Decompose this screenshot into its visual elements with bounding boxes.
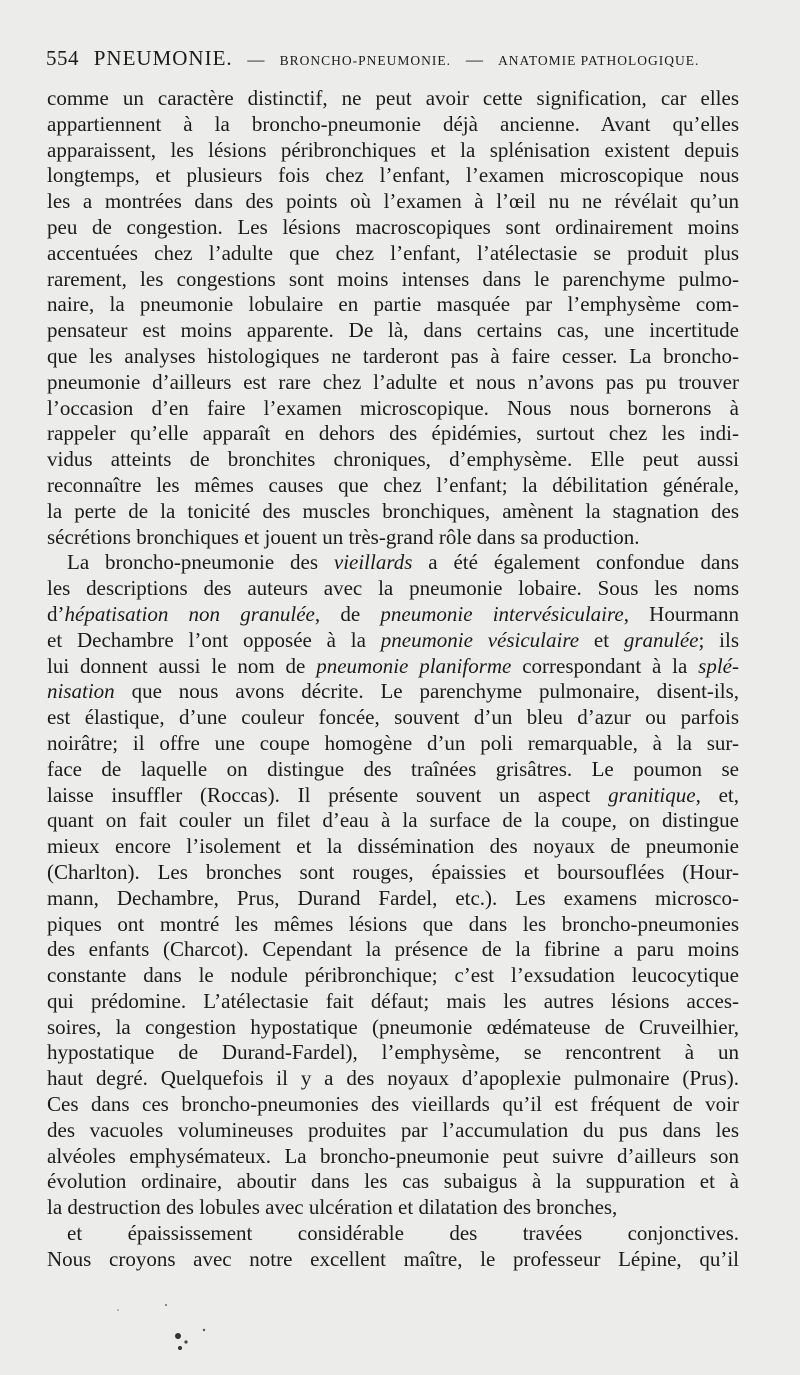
text-run: et épaississement considérable des travées conjonctives.	[67, 1221, 739, 1246]
text-run: l’occasion d’en faire l’examen microscopique. Nous nous bornerons à	[47, 395, 739, 420]
ink-speck	[117, 1309, 119, 1311]
italic-term: vieillards	[333, 550, 413, 575]
text-run: mann, Dechambre, Prus, Durand Fardel, etc.). Les examens microsco-	[47, 885, 739, 910]
text-run: pensateur est moins apparente. De là, dans certains cas, une incertitude	[47, 318, 739, 343]
text-run: noirâtre; il offre une coupe homogène d’un poli remarquable, à la sur-	[47, 730, 739, 755]
text-run: la destruction des lobules avec ulcération et dilatation des bronches,	[47, 1195, 618, 1220]
text-run: comme un caractère distinctif, ne peut avoir cette signification, car elles	[47, 86, 739, 110]
header-dash: —	[247, 50, 265, 69]
text-run: Ces dans ces broncho-pneumonies des vieillards qu’il est fréquent de voir	[47, 1092, 739, 1117]
text-run: haut degré. Quelquefois il y a des noyaux d’apoplexie pulmonaire (Prus).	[47, 1066, 739, 1091]
text-run: des vacuoles volumineuses produites par l’accumulation du pus dans les	[47, 1117, 739, 1142]
text-run: a été également confondue dans	[412, 550, 739, 575]
italic-term: granulée	[623, 627, 699, 652]
text-run: qui prédomine. L’atélectasie fait défaut; mais les autres lésions acces-	[47, 988, 739, 1013]
text-run: alvéoles emphysémateux. La broncho-pneumonie peut suivre d’ailleurs son	[47, 1143, 739, 1168]
text-run: pneumonie d’ailleurs est rare chez l’adulte et nous n’avons pas pu trouver	[47, 369, 739, 394]
text-run: rappeler qu’elle apparaît en dehors des épidémies, surtout chez les indi-	[47, 421, 739, 446]
text-run: sécrétions bronchiques et jouent un très-grand rôle dans sa production.	[47, 524, 640, 549]
page-number: 554	[46, 46, 79, 70]
text-run: les descriptions des auteurs avec la pneumonie lobaire. Sous les noms	[47, 576, 739, 601]
text-run: la perte de la tonicité des muscles bronchiques, amènent la stagnation des	[47, 498, 739, 523]
text-run: face de laquelle on distingue des traînées grisâtres. Le poumon se	[47, 756, 739, 781]
italic-term: hépatisation non granulée	[64, 601, 315, 626]
text-run: mieux encore l’isolement et la dissémination des noyaux de pneumonie	[47, 834, 739, 859]
text-run: les a montrées dans des points où l’examen à l’œil nu ne révélait qu’un	[47, 189, 739, 214]
text-run: La broncho-pneumonie des	[67, 550, 334, 575]
text-run: hypostatique de Durand-Fardel), l’emphysème, se rencontrent à un	[47, 1040, 739, 1065]
italic-term: nisation	[47, 679, 115, 704]
ink-speck	[203, 1329, 205, 1331]
italic-term: splé-	[698, 653, 739, 678]
text-run: vidus atteints de bronchites chroniques, d’emphysème. Elle peut aussi	[47, 447, 739, 472]
header-dash: —	[465, 50, 484, 69]
text-run: appartiennent à la broncho-pneumonie déjà ancienne. Avant qu’elles	[47, 111, 739, 136]
text-run: ; ils	[698, 627, 739, 652]
text-run: et	[579, 627, 624, 652]
text-run: rarement, les congestions sont moins intenses dans le parenchyme pulmo-	[47, 266, 739, 291]
text-run: soires, la congestion hypostatique (pneumonie œdémateuse de Cruveilhier,	[47, 1014, 739, 1039]
ink-speck	[184, 1340, 187, 1343]
text-run: (Charlton). Les bronches sont rouges, épaissies et boursouflées (Hour-	[47, 859, 739, 884]
text-run: , Hourmann	[623, 601, 739, 626]
italic-term: granitique	[608, 782, 696, 807]
text-run: , de	[314, 601, 381, 626]
italic-term: pneumonie planiforme	[316, 653, 512, 678]
chapter-title: PNEUMONIE.	[93, 46, 233, 70]
text-run: correspondant à la	[511, 653, 699, 678]
text-run: reconnaître les mêmes causes que chez l’enfant; la débilitation générale,	[47, 472, 739, 497]
text-run: accentuées chez l’adulte que chez l’enfant, l’atélectasie se produit plus	[47, 240, 739, 265]
text-run: lui donnent aussi le nom de	[47, 653, 317, 678]
text-run: que les analyses histologiques ne tarderont pas à faire cesser. La broncho-	[47, 343, 739, 368]
subsection-title: ANATOMIE PATHOLOGIQUE.	[498, 53, 700, 68]
text-run: constante dans le nodule péribronchique; c’est l’exsudation leucocytique	[47, 963, 739, 988]
italic-term: pneumonie intervésiculaire	[380, 601, 624, 626]
italic-term: pneumonie vésiculaire	[380, 627, 580, 652]
text-run: d’	[47, 601, 65, 626]
text-run: évolution ordinaire, aboutir dans les cas subaigus à la suppuration et à	[47, 1169, 739, 1194]
ink-speck	[175, 1333, 181, 1339]
text-run: naire, la pneumonie lobulaire en partie masquée par l’emphysème com-	[47, 292, 739, 317]
text-run: apparaissent, les lésions péribronchiques et la splénisation existent depuis	[47, 137, 739, 162]
text-run: laisse insuffler (Roccas). Il présente souvent un aspect	[47, 782, 609, 807]
ink-speck	[165, 1304, 167, 1306]
text-run: quant on fait couler un filet d’eau à la surface de la coupe, on distingue	[47, 808, 739, 833]
ink-speck	[178, 1346, 182, 1350]
text-run: peu de congestion. Les lésions macroscopiques sont ordinairement moins	[47, 214, 739, 239]
text-run: des enfants (Charcot). Cependant la présence de la fibrine a paru moins	[47, 937, 739, 962]
text-run: longtemps, et plusieurs fois chez l’enfant, l’examen microscopique nous	[47, 163, 739, 188]
text-run: , et,	[695, 782, 740, 807]
section-title: BRONCHO-PNEUMONIE.	[279, 53, 452, 68]
text-run: que nous avons décrite. Le parenchyme pulmonaire, disent-ils,	[114, 679, 739, 704]
text-run: et Dechambre l’ont opposée à la	[47, 627, 381, 652]
text-run: Nous croyons avec notre excellent maître, le professeur Lépine, qu’il	[47, 1246, 739, 1271]
text-run: est élastique, d’une couleur foncée, souvent d’un bleu d’azur ou parfois	[47, 705, 739, 730]
text-run: piques ont montré les mêmes lésions que dans les broncho-pneumonies	[47, 911, 739, 936]
